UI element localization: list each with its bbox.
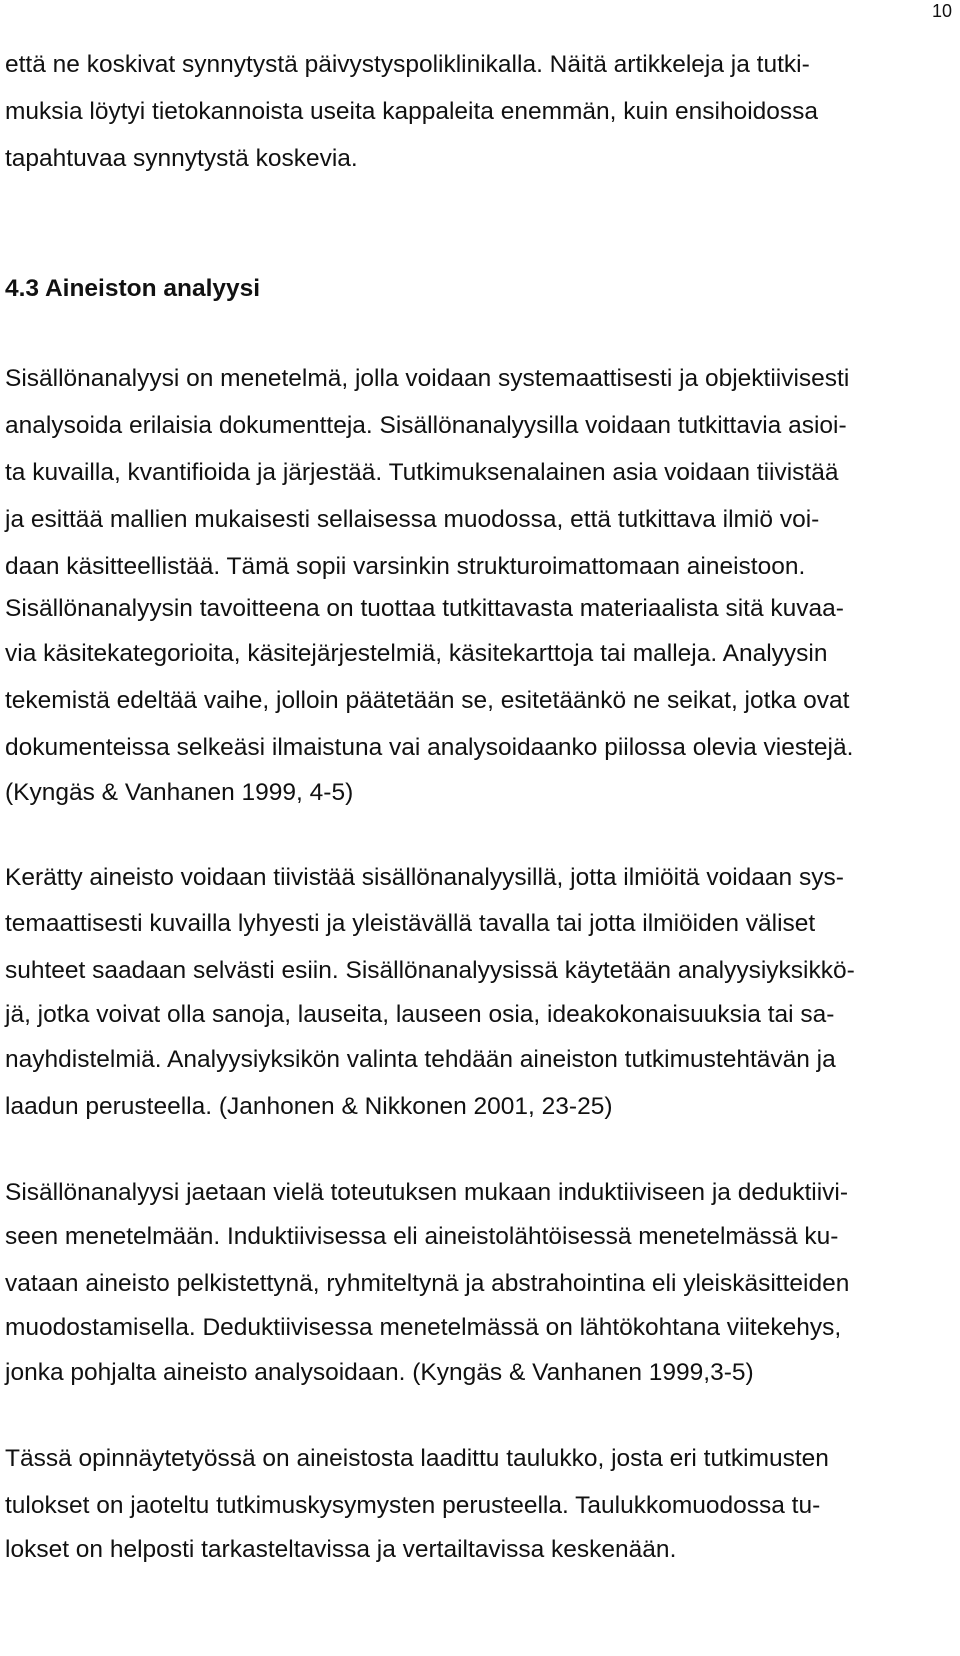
paragraph-2-line-10: (Kyngäs & Vanhanen 1999, 4-5) xyxy=(5,779,354,806)
paragraph-1-line-1: että ne koskivat synnytystä päivystyspoliklinikalla. Näitä artikkeleja ja tutki- xyxy=(5,51,810,78)
paragraph-1-line-3: tapahtuvaa synnytystä koskevia. xyxy=(5,145,358,172)
paragraph-3-line-4: jä, jotka voivat olla sanoja, lauseita, lauseen osia, ideakokonaisuuksia tai sa- xyxy=(5,1001,835,1028)
paragraph-2-line-1: Sisällönanalyysi on menetelmä, jolla voidaan systemaattisesti ja objektiivisesti xyxy=(5,365,850,392)
paragraph-5-line-1: Tässä opinnäytetyössä on aineistosta laadittu taulukko, josta eri tutkimusten xyxy=(5,1445,829,1472)
paragraph-4-line-1: Sisällönanalyysi jaetaan vielä toteutuksen mukaan induktiiviseen ja deduktiivi- xyxy=(5,1179,849,1206)
section-heading: 4.3 Aineiston analyysi xyxy=(5,275,261,302)
paragraph-1-line-2: muksia löytyi tietokannoista useita kappaleita enemmän, kuin ensihoidossa xyxy=(5,98,819,125)
paragraph-4-line-5: jonka pohjalta aineisto analysoidaan. (Kyngäs & Vanhanen 1999,3-5) xyxy=(5,1359,754,1386)
paragraph-3-line-2: temaattisesti kuvailla lyhyesti ja yleistävällä tavalla tai jotta ilmiöiden väliset xyxy=(5,910,816,937)
paragraph-4-line-4: muodostamisella. Deduktiivisessa menetelmässä on lähtökohtana viitekehys, xyxy=(5,1314,842,1341)
paragraph-3-line-3: suhteet saadaan selvästi esiin. Sisällönanalyysissä käytetään analyysiyksikkö- xyxy=(5,957,855,984)
paragraph-3-line-1: Kerätty aineisto voidaan tiivistää sisällönanalyysillä, jotta ilmiöitä voidaan sys- xyxy=(5,864,844,891)
paragraph-2-line-4: ja esittää mallien mukaisesti sellaisessa muodossa, että tutkittava ilmiö voi- xyxy=(5,506,820,533)
paragraph-2-line-3: ta kuvailla, kvantifioida ja järjestää. Tutkimuksenalainen asia voidaan tiivistää xyxy=(5,459,839,486)
paragraph-2-line-8: tekemistä edeltää vaihe, jolloin päätetään se, esitetäänkö ne seikat, jotka ovat xyxy=(5,687,850,714)
paragraph-2-line-2: analysoida erilaisia dokumentteja. Sisällönanalyysilla voidaan tutkittavia asioi- xyxy=(5,412,847,439)
paragraph-4-line-3: vataan aineisto pelkistettynä, ryhmiteltynä ja abstrahointina eli yleiskäsitteiden xyxy=(5,1270,850,1297)
paragraph-2-line-5: daan käsitteellistää. Tämä sopii varsinkin strukturoimattomaan aineistoon. xyxy=(5,553,806,580)
paragraph-5-line-2: tulokset on jaoteltu tutkimuskysymysten perusteella. Taulukkomuodossa tu- xyxy=(5,1492,821,1519)
page-number: 10 xyxy=(931,1,952,21)
paragraph-2-line-6: Sisällönanalyysin tavoitteena on tuottaa tutkittavasta materiaalista sitä kuvaa- xyxy=(5,595,844,622)
paragraph-2-line-9: dokumenteissa selkeäsi ilmaistuna vai analysoidaanko piilossa olevia viestejä. xyxy=(5,734,854,761)
paragraph-5-line-3: lokset on helposti tarkasteltavissa ja vertailtavissa keskenään. xyxy=(5,1536,677,1563)
paragraph-3-line-5: nayhdistelmiä. Analyysiyksikön valinta tehdään aineiston tutkimustehtävän ja xyxy=(5,1046,836,1073)
paragraph-3-line-6: laadun perusteella. (Janhonen & Nikkonen 2001, 23-25) xyxy=(5,1093,613,1120)
paragraph-2-line-7: via käsitekategorioita, käsitejärjestelmiä, käsitekarttoja tai malleja. Analyysin xyxy=(5,640,828,667)
paragraph-4-line-2: seen menetelmään. Induktiivisessa eli aineistolähtöisessä menetelmässä ku- xyxy=(5,1223,839,1250)
